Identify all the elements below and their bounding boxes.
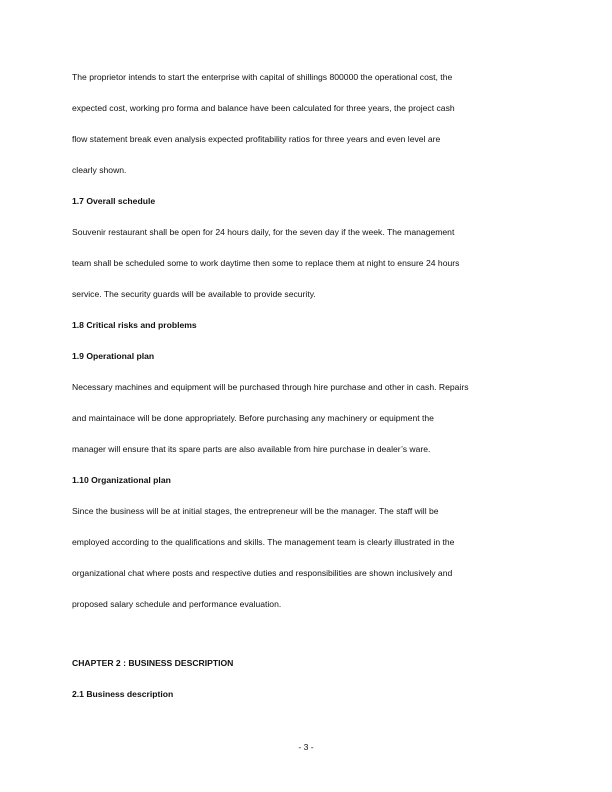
paragraph-line: manager will ensure that its spare parts are also available from hire purchase in dealer’s ware. xyxy=(72,444,431,454)
paragraph-line: and maintainace will be done appropriately. Before purchasing any machinery or equipment the xyxy=(72,413,434,423)
paragraph-line: clearly shown. xyxy=(72,165,127,175)
operational-plan-paragraph xyxy=(72,372,546,465)
paragraph-line: Since the business will be at initial stages, the entrepreneur will be the manager. The staff will be xyxy=(72,506,439,516)
overall-schedule-paragraph xyxy=(72,217,546,310)
paragraph-line: team shall be scheduled some to work daytime then some to replace them at night to ensure 24 hours xyxy=(72,258,460,268)
intro-paragraph xyxy=(72,62,546,186)
paragraph-line: service. The security guards will be available to provide security. xyxy=(72,289,316,299)
chapter-heading-business-description: CHAPTER 2 : BUSINESS DESCRIPTION xyxy=(72,658,234,668)
paragraph-line: organizational chat where posts and respective duties and responsibilities are shown inclusively and xyxy=(72,568,453,578)
section-heading-business-description: 2.1 Business description xyxy=(72,689,174,699)
paragraph-line: employed according to the qualifications and skills. The management team is clearly illustrated in the xyxy=(72,537,455,547)
section-heading-organizational-plan: 1.10 Organizational plan xyxy=(72,475,171,485)
section-heading-critical-risks: 1.8 Critical risks and problems xyxy=(72,320,197,330)
vertical-spacer xyxy=(72,620,546,648)
page-number: - 3 - xyxy=(298,742,314,752)
paragraph-line: Necessary machines and equipment will be purchased through hire purchase and other in cash. Repairs xyxy=(72,382,469,392)
paragraph-line: proposed salary schedule and performance evaluation. xyxy=(72,599,282,609)
organizational-plan-paragraph xyxy=(72,496,546,620)
paragraph-line: Souvenir restaurant shall be open for 24 hours daily, for the seven day if the week. The management xyxy=(72,227,455,237)
paragraph-line: expected cost, working pro forma and balance have been calculated for three years, the project cash xyxy=(72,103,455,113)
section-heading-overall-schedule: 1.7 Overall schedule xyxy=(72,196,156,206)
paragraph-line: flow statement break even analysis expected profitability ratios for three years and even level are xyxy=(72,134,441,144)
section-heading-operational-plan: 1.9 Operational plan xyxy=(72,351,155,361)
paragraph-line: The proprietor intends to start the enterprise with capital of shillings 800000 the operational cost, the xyxy=(72,72,453,82)
document-page xyxy=(72,62,546,710)
